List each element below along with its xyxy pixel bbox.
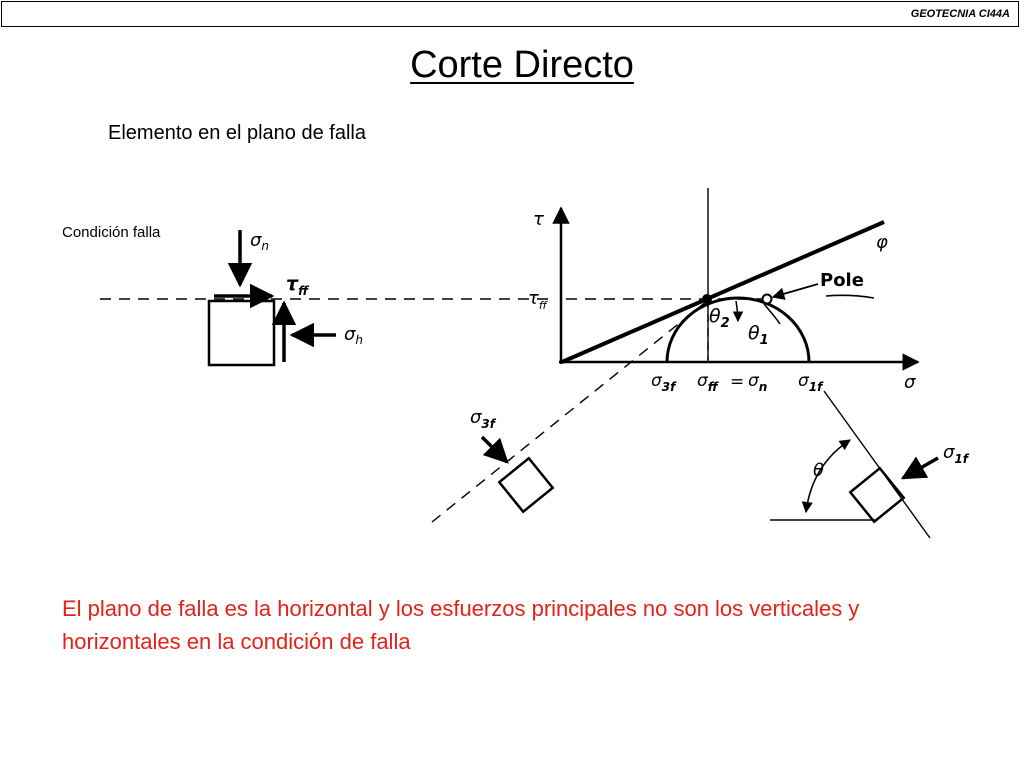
sigma-axis-label: σ — [904, 372, 916, 393]
equals-sign: = — [730, 372, 745, 392]
slide-title: Corte Directo — [410, 44, 634, 86]
tau-ff-tick-label: $\tau_{ff}$ — [528, 288, 547, 312]
sigma1f-plane-line — [824, 391, 930, 538]
soil-element-square — [209, 301, 274, 365]
theta2-arc — [736, 301, 738, 321]
tangency-point — [702, 294, 712, 304]
sigma1f-square — [850, 468, 903, 521]
sigma-n-label: $\sigma_n$ — [250, 230, 270, 253]
sigma1f-arrow — [903, 458, 938, 478]
tau-ff-label: $\tau_{ff}$ — [286, 273, 309, 298]
sigma1f-axis-label: $\sigma_{1f}$ — [798, 371, 823, 394]
theta-label: θ — [813, 460, 825, 481]
sigma-n-axis-label: $\sigma_n$ — [748, 371, 768, 394]
element-caption: Elemento en el plano de falla — [108, 122, 366, 144]
sigma3f-element — [470, 407, 553, 512]
sigma-h-label: $\sigma_h$ — [344, 324, 364, 347]
condition-label: Condición falla — [62, 224, 161, 241]
pole-dash-mark — [826, 295, 874, 298]
theta2-label: $\theta_2$ — [709, 305, 730, 331]
tau-axis-label: τ — [533, 209, 544, 230]
course-tag: GEOTECNIA CI44A — [910, 8, 1010, 20]
sigma3f-rotated-label: $\sigma_{3f}$ — [470, 407, 495, 431]
sigma-ff-axis-label: $\sigma_{ff}$ — [697, 371, 718, 394]
pole-label: Pole — [820, 270, 864, 291]
sigma3f-arrow — [482, 437, 507, 462]
pole-point — [763, 295, 772, 304]
theta1-label: $\theta_1$ — [748, 322, 769, 348]
sigma1f-rotated-label: $\sigma_{1f}$ — [943, 442, 968, 466]
phi-label: φ — [876, 232, 888, 253]
failure-plane-element — [209, 230, 363, 365]
conclusion-text: El plano de falla es la horizontal y los esfuerzos principales no son los verticales y horizontales en la condición de falla — [62, 596, 860, 654]
sigma1f-element — [770, 391, 970, 538]
sigma3f-axis-label: $\sigma_{3f}$ — [651, 371, 676, 394]
sigma3f-square — [499, 458, 552, 511]
failure-envelope — [562, 222, 884, 362]
pole-pointer-arrow — [773, 284, 818, 297]
